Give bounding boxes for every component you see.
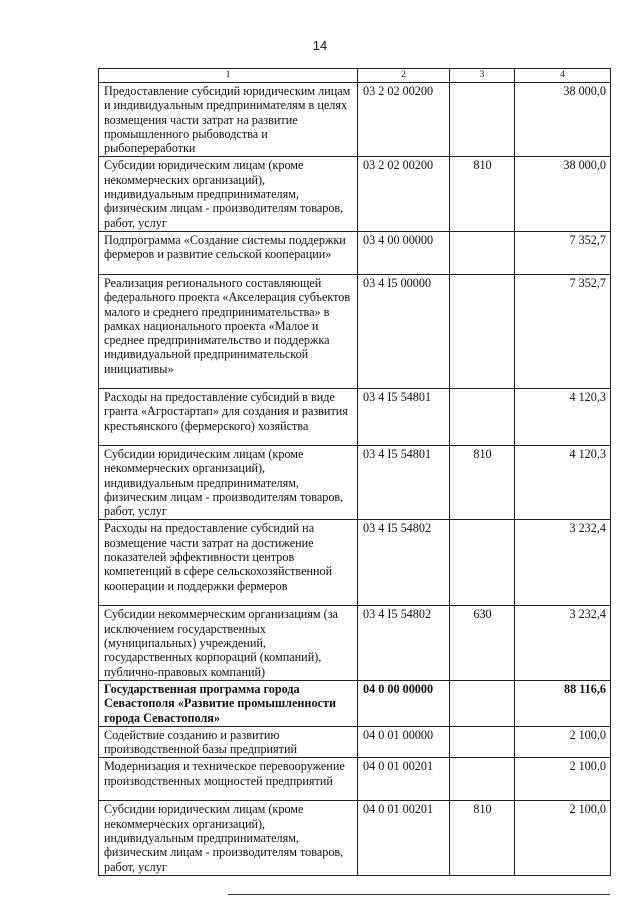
- row-kind-cell: [450, 274, 515, 388]
- row-kind-cell: 810: [450, 445, 515, 519]
- row-amount-cell: 3 232,4: [515, 520, 611, 606]
- bottom-rule: [228, 894, 610, 895]
- budget-table: [98, 68, 611, 876]
- row-amount-cell: 4 120,3: [515, 388, 611, 445]
- row-name-cell: Субсидии некоммерческим организациям (за исключением государственных (муниципальных) учреждений, государственных корпораций (компаний), публично-правовых компаний): [99, 606, 358, 680]
- row-name-cell: Субсидии юридическим лицам (кроме некоммерческих организаций), индивидуальным предпринимателям, физическим лицам - производителям товаров, работ, услуг: [99, 801, 358, 875]
- table-row: [99, 758, 611, 801]
- table-row: [99, 726, 611, 758]
- row-name-cell: Модернизация и техническое перевооружение производственных мощностей предприятий: [99, 758, 358, 801]
- row-code-cell: 03 4 00 00000: [358, 231, 450, 274]
- table-row: [99, 606, 611, 680]
- row-name-cell: Подпрограмма «Создание системы поддержки фермеров и развитие сельской кооперации»: [99, 231, 358, 274]
- row-kind-cell: [450, 726, 515, 758]
- row-name-cell: Содействие созданию и развитию производственной базы предприятий: [99, 726, 358, 758]
- row-amount-cell: 7 352,7: [515, 231, 611, 274]
- table-row: [99, 157, 611, 231]
- row-code-cell: 03 4 I5 00000: [358, 274, 450, 388]
- table-row: [99, 274, 611, 388]
- row-code-cell: 04 0 01 00000: [358, 726, 450, 758]
- row-name-cell: Субсидии юридическим лицам (кроме некоммерческих организаций), индивидуальным предпринимателям, физическим лицам - производителям товаров, работ, услуг: [99, 445, 358, 519]
- row-code-cell: 04 0 00 00000: [358, 680, 450, 726]
- table-body: [99, 83, 611, 876]
- row-name-cell: Предоставление субсидий юридическим лицам и индивидуальным предпринимателям в целях возмещения части затрат на развитие промышленного рыбоводства и рыбопереработки: [99, 83, 358, 157]
- table-row: [99, 445, 611, 519]
- row-name-cell: Субсидии юридическим лицам (кроме некоммерческих организаций), индивидуальным предпринимателям, физическим лицам - производителям товаров, работ, услуг: [99, 157, 358, 231]
- row-kind-cell: [450, 388, 515, 445]
- page-number: 14: [312, 38, 328, 53]
- row-code-cell: 04 0 01 00201: [358, 801, 450, 875]
- table-row: [99, 520, 611, 606]
- row-amount-cell: 38 000,0: [515, 83, 611, 157]
- column-header-kind: 3: [450, 69, 515, 83]
- column-header-code: 2: [358, 69, 450, 83]
- row-kind-cell: [450, 83, 515, 157]
- row-amount-cell: 88 116,6: [515, 680, 611, 726]
- table-row: [99, 801, 611, 875]
- row-code-cell: 03 4 I5 54802: [358, 520, 450, 606]
- row-kind-cell: 810: [450, 157, 515, 231]
- table-row: [99, 388, 611, 445]
- row-amount-cell: 2 100,0: [515, 758, 611, 801]
- row-kind-cell: [450, 680, 515, 726]
- row-amount-cell: 2 100,0: [515, 801, 611, 875]
- row-code-cell: 03 2 02 00200: [358, 83, 450, 157]
- table-header-row: [99, 69, 611, 83]
- row-code-cell: 03 4 I5 54802: [358, 606, 450, 680]
- row-amount-cell: 2 100,0: [515, 726, 611, 758]
- row-amount-cell: 4 120,3: [515, 445, 611, 519]
- row-code-cell: 03 4 I5 54801: [358, 445, 450, 519]
- table-row: [99, 83, 611, 157]
- row-name-cell: Расходы на предоставление субсидий на возмещение части затрат на достижение показателей эффективности центров компетенций в сфере сельскохозяйственной кооперации и поддержки фермеров: [99, 520, 358, 606]
- table-row: [99, 231, 611, 274]
- table-row: [99, 680, 611, 726]
- row-amount-cell: 38 000,0: [515, 157, 611, 231]
- row-amount-cell: 3 232,4: [515, 606, 611, 680]
- row-code-cell: 03 2 02 00200: [358, 157, 450, 231]
- row-kind-cell: [450, 758, 515, 801]
- row-amount-cell: 7 352,7: [515, 274, 611, 388]
- row-kind-cell: 810: [450, 801, 515, 875]
- row-kind-cell: 630: [450, 606, 515, 680]
- row-name-cell: Реализация регионального составляющей федерального проекта «Акселерация субъектов малого и среднего предпринимательства» в рамках национального проекта «Малое и среднее предпринимательство и поддержка индивидуальной предпринимательской инициативы»: [99, 274, 358, 388]
- row-code-cell: 03 4 I5 54801: [358, 388, 450, 445]
- row-name-cell: Расходы на предоставление субсидий в виде гранта «Агростартап» для создания и развития крестьянского (фермерского) хозяйства: [99, 388, 358, 445]
- column-header-name: 1: [99, 69, 358, 83]
- row-kind-cell: [450, 520, 515, 606]
- row-name-cell: Государственная программа города Севастополя «Развитие промышленности города Севастополя»: [99, 680, 358, 726]
- row-kind-cell: [450, 231, 515, 274]
- column-header-amount: 4: [515, 69, 611, 83]
- row-code-cell: 04 0 01 00201: [358, 758, 450, 801]
